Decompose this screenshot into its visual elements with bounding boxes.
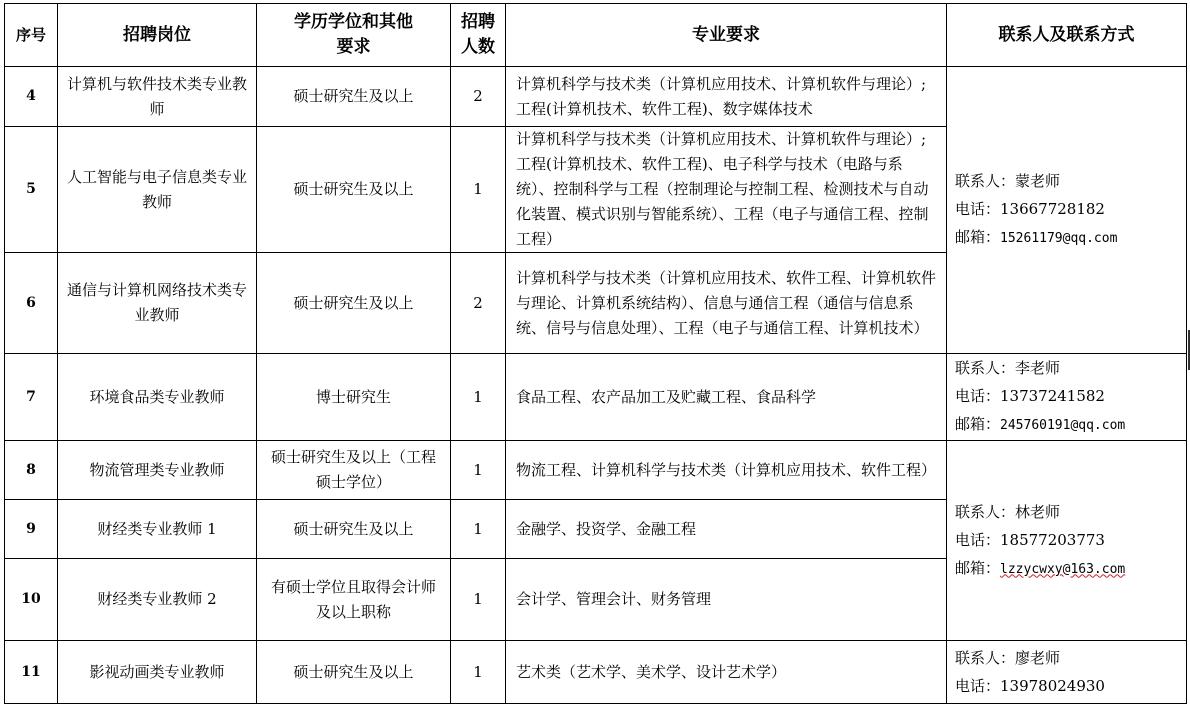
row-count: 1	[451, 559, 506, 641]
contact-email-line	[955, 410, 1180, 440]
contact-email-label: 邮箱：	[955, 228, 1001, 246]
row-position: 影视动画类专业教师	[58, 641, 257, 704]
contact-phone: 电话：13667728182	[955, 200, 1105, 218]
contact-email-label: 邮箱：	[955, 558, 1001, 577]
table-row	[5, 67, 1187, 127]
header-count	[451, 4, 506, 67]
contact-email: 15261179@qq.com	[1000, 231, 1118, 246]
row-no: 7	[5, 354, 58, 441]
contact-cell	[947, 441, 1187, 641]
row-position: 通信与计算机网络技术类专业教师	[58, 253, 257, 354]
row-major: 食品工程、农产品加工及贮藏工程、食品科学	[506, 354, 947, 441]
table-row	[5, 641, 1187, 704]
row-no: 4	[5, 67, 58, 127]
row-major: 艺术类（艺术学、美术学、设计艺术学）	[506, 641, 947, 704]
contact-phone: 电话：13978024930	[955, 677, 1105, 695]
contact-email: lzzycwxy@163.com	[1000, 561, 1126, 577]
contact-email-line	[955, 223, 1180, 253]
row-no: 8	[5, 441, 58, 500]
row-education: 硕士研究生及以上	[257, 67, 451, 127]
contact-email-line	[955, 554, 1180, 584]
row-no: 11	[5, 641, 58, 704]
contact-email: 245760191@qq.com	[1000, 418, 1126, 433]
header-education-line2: 要求	[336, 37, 371, 57]
contact-person: 联系人：李老师	[955, 359, 1061, 377]
header-major: 专业要求	[506, 4, 947, 67]
row-education: 硕士研究生及以上	[257, 127, 451, 253]
header-education	[257, 4, 451, 67]
row-education: 硕士研究生及以上（工程硕士学位）	[257, 441, 451, 500]
row-count: 2	[451, 67, 506, 127]
row-no: 6	[5, 253, 58, 354]
row-no: 9	[5, 500, 58, 559]
row-no: 10	[5, 559, 58, 641]
table-header-row	[5, 4, 1187, 67]
table-row	[5, 441, 1187, 500]
row-position: 计算机与软件技术类专业教师	[58, 67, 257, 127]
contact-cell	[947, 641, 1187, 704]
contact-email-label: 邮箱：	[955, 415, 1001, 433]
header-contact: 联系人及联系方式	[947, 4, 1187, 67]
row-major: 计算机科学与技术类（计算机应用技术、软件工程、计算机软件与理论、计算机系统结构）、信息与通信工程（通信与信息系统、信号与信息处理）、工程（电子与通信工程、计算机技术）	[506, 253, 947, 354]
recruitment-table	[4, 3, 1187, 704]
header-education-line1: 学历学位和其他	[294, 12, 413, 32]
row-major: 会计学、管理会计、财务管理	[506, 559, 947, 641]
row-major: 金融学、投资学、金融工程	[506, 500, 947, 559]
contact-person: 联系人：蒙老师	[955, 172, 1061, 190]
row-position: 物流管理类专业教师	[58, 441, 257, 500]
row-no: 5	[5, 127, 58, 253]
row-position: 环境食品类专业教师	[58, 354, 257, 441]
header-count-line2: 人数	[461, 37, 495, 57]
row-position: 财经类专业教师 1	[58, 500, 257, 559]
header-count-line1: 招聘	[461, 12, 495, 32]
row-count: 1	[451, 354, 506, 441]
row-position: 人工智能与电子信息类专业教师	[58, 127, 257, 253]
header-position: 招聘岗位	[58, 4, 257, 67]
row-education: 硕士研究生及以上	[257, 641, 451, 704]
contact-phone: 电话：18577203773	[955, 530, 1105, 549]
table-row	[5, 354, 1187, 441]
row-education: 有硕士学位且取得会计师及以上职称	[257, 559, 451, 641]
row-count: 2	[451, 253, 506, 354]
row-education: 硕士研究生及以上	[257, 500, 451, 559]
contact-cell	[947, 67, 1187, 354]
contact-cell	[947, 354, 1187, 441]
row-education: 博士研究生	[257, 354, 451, 441]
contact-phone: 电话：13737241582	[955, 387, 1105, 405]
row-major: 计算机科学与技术类（计算机应用技术、计算机软件与理论）;工程(计算机技术、软件工程)、数字媒体技术	[506, 67, 947, 127]
row-education: 硕士研究生及以上	[257, 253, 451, 354]
row-count: 1	[451, 441, 506, 500]
row-position: 财经类专业教师 2	[58, 559, 257, 641]
contact-person: 联系人：廖老师	[955, 649, 1061, 667]
row-count: 1	[451, 500, 506, 559]
contact-person: 联系人：林老师	[955, 502, 1061, 521]
row-major: 物流工程、计算机科学与技术类（计算机应用技术、软件工程）	[506, 441, 947, 500]
row-major: 计算机科学与技术类（计算机应用技术、计算机软件与理论）;工程(计算机技术、软件工程)、电子科学与技术（电路与系统）、控制科学与工程（控制理论与控制工程、检测技术与自动化装置、模式识别与智能系统）、工程（电子与通信工程、控制工程）	[506, 127, 947, 253]
header-no: 序号	[5, 4, 58, 67]
row-count: 1	[451, 641, 506, 704]
row-count: 1	[451, 127, 506, 253]
